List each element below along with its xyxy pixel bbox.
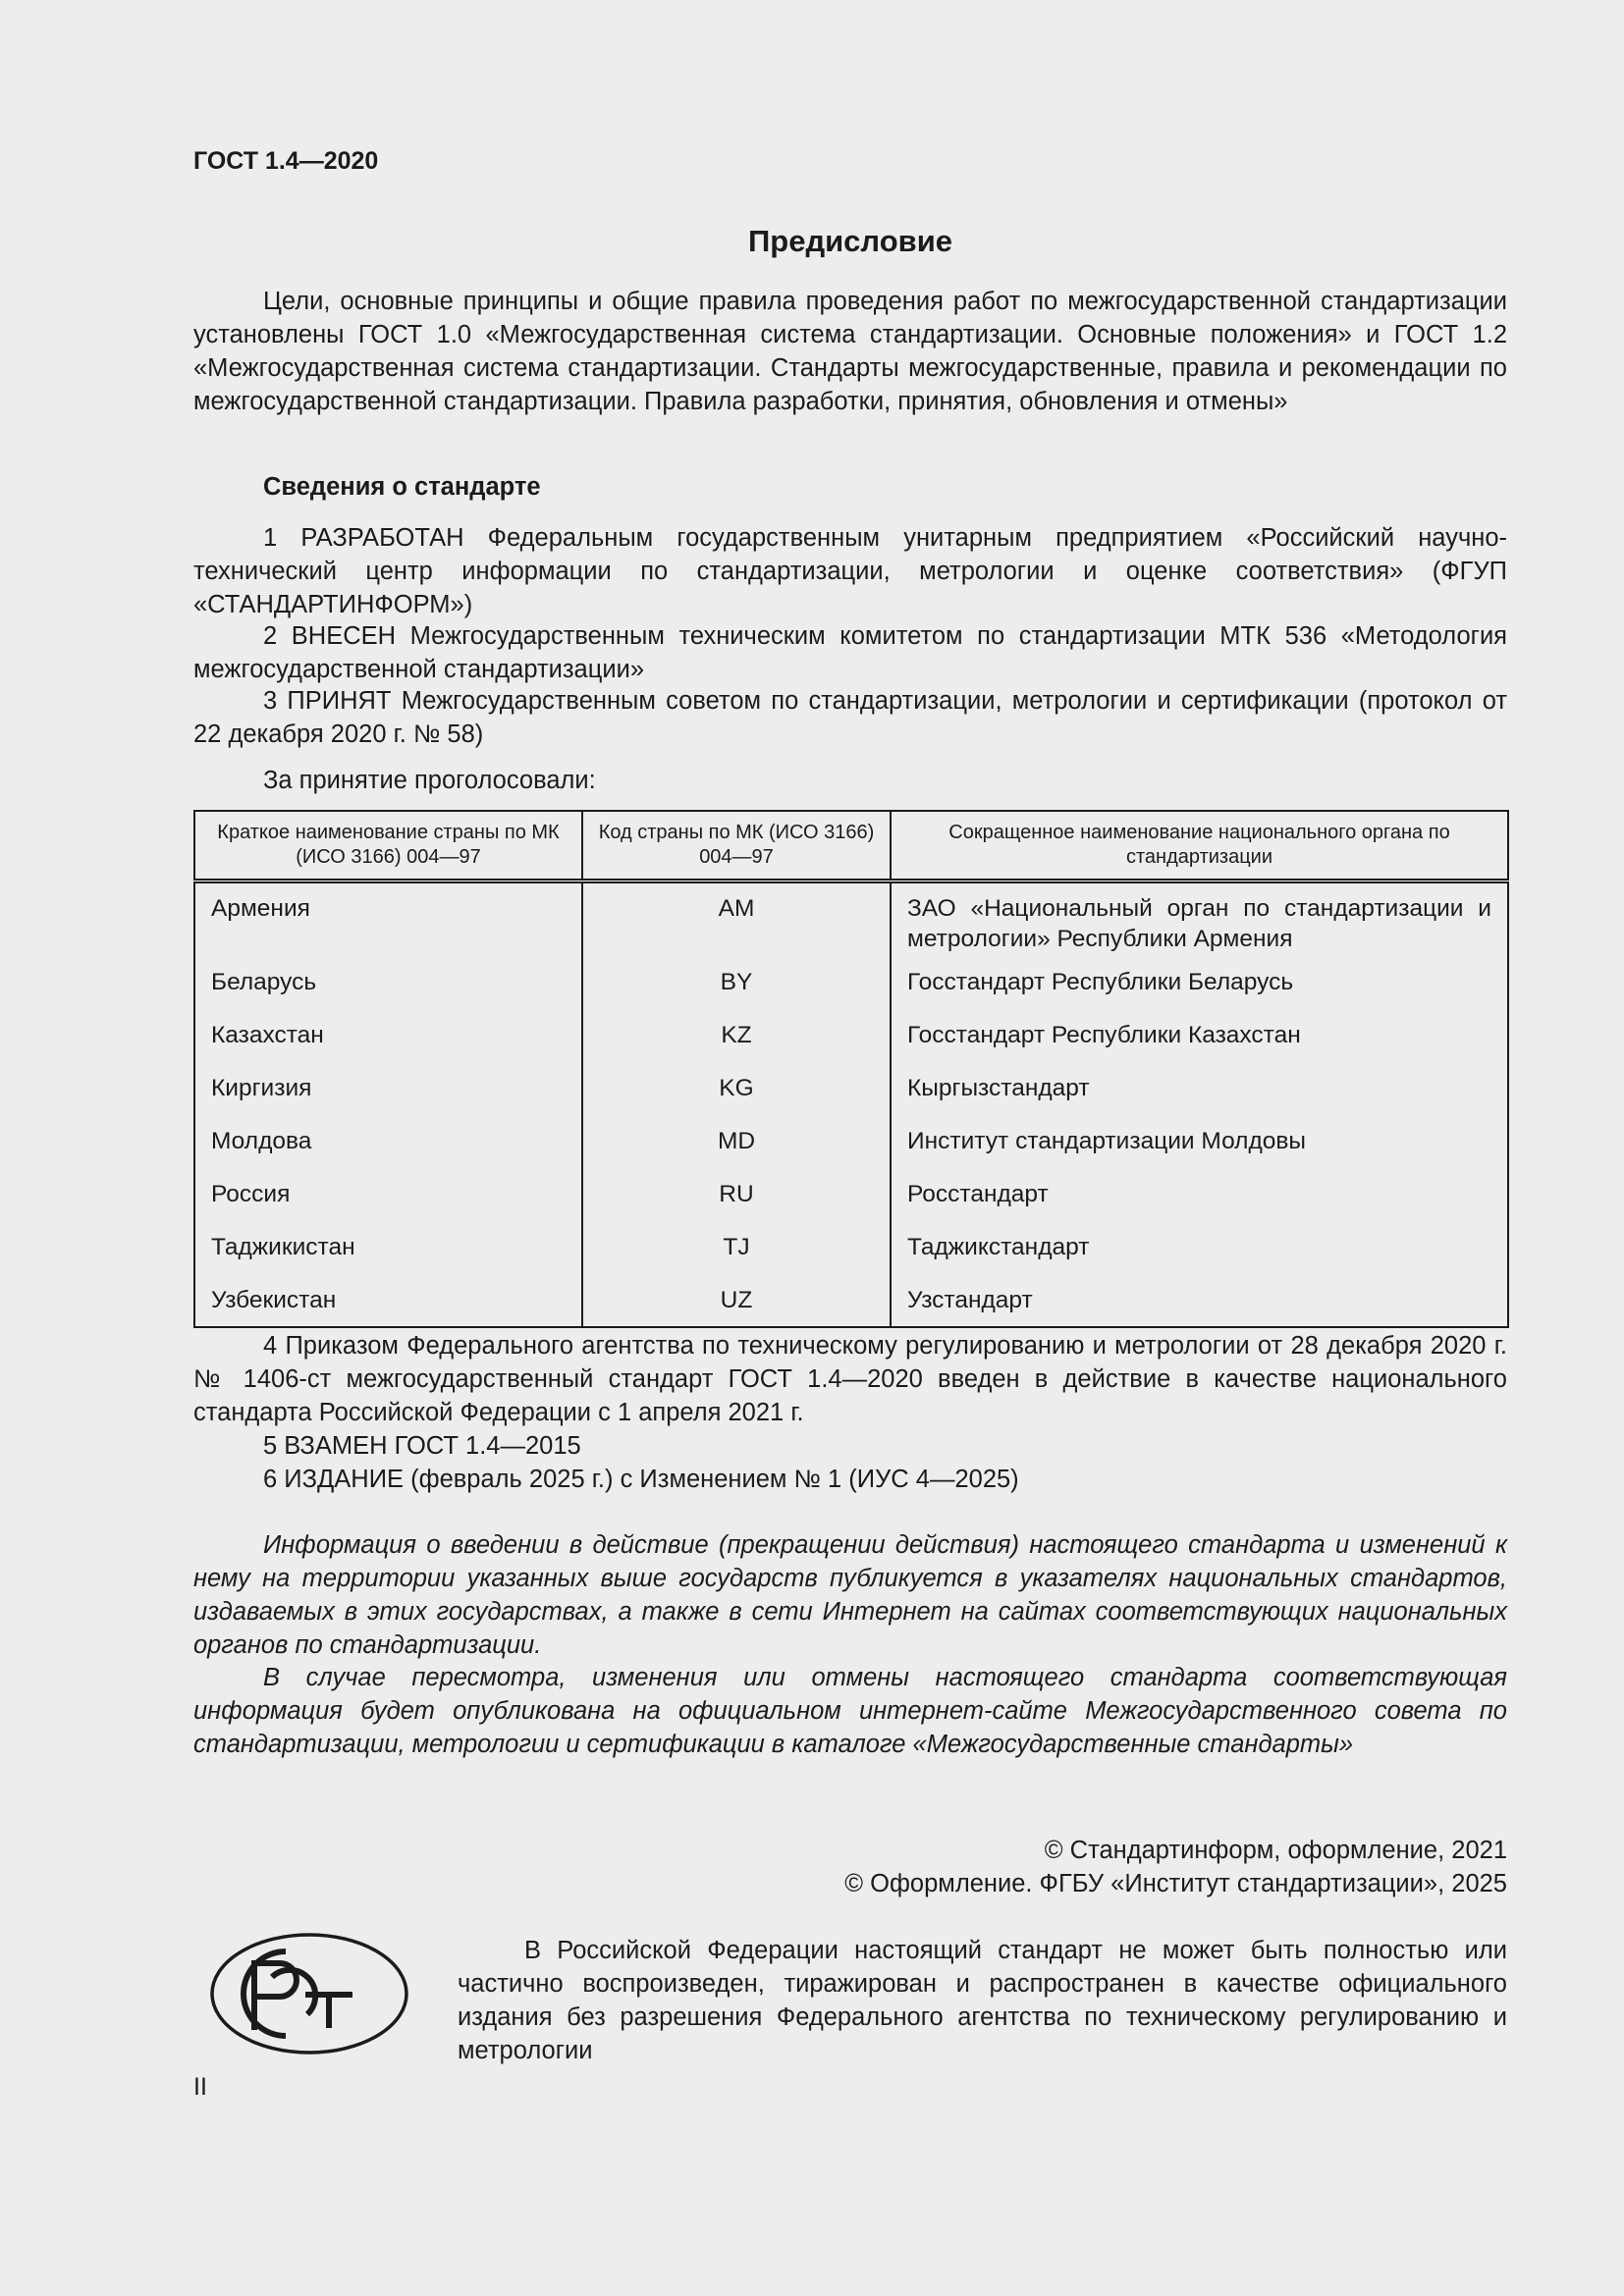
- table-row: [194, 1281, 1508, 1327]
- member-states-table: [193, 810, 1509, 1328]
- after-item-5: 5 ВЗАМЕН ГОСТ 1.4—2015: [263, 1432, 581, 1460]
- note-paragraph-2: В случае пересмотра, изменения или отмены настоящего стандарта соответствующая информация будет опубликована на официальном интернет-сайте Межгосударственного совета по стандартизации, метрологии и сертификации в каталоге «Межгосударственные стандарты»: [193, 1664, 1507, 1758]
- info-item-2: 2 ВНЕСЕН Межгосударственным техническим комитетом по стандартизации МТК 536 «Методология межгосударственной стандартизации»: [193, 622, 1507, 683]
- code-cell: AM: [582, 881, 891, 964]
- page-title: Предисловие: [747, 224, 952, 258]
- table-row: [194, 1122, 1508, 1175]
- code-cell: KZ: [582, 1016, 891, 1069]
- column-header-country: Краткое наименование страны по МК (ИСО 3166) 004—97: [194, 811, 582, 881]
- note-paragraph-1: Информация о введении в действие (прекращении действия) настоящего стандарта и изменений к нему на территории указанных выше государств публикуется в указателях национальных стандартов, издаваемых в этих государствах, а также в сети Интернет на сайтах соответствующих национальных органов по стандартизации.: [193, 1531, 1507, 1659]
- organization-cell: ЗАО «Национальный орган по стандартизации и метрологии» Республики Армения: [907, 895, 1491, 952]
- country-cell: Таджикистан: [194, 1228, 582, 1281]
- organization-cell: Узстандарт: [907, 1287, 1033, 1313]
- info-item-1: 1 РАЗРАБОТАН Федеральным государственным унитарным предприятием «Российский научно-технический центр информации по стандартизации, метрологии и оценке соответствия» (ФГУП «СТАНДАРТИНФОРМ»): [193, 524, 1507, 618]
- country-cell: Россия: [194, 1175, 582, 1228]
- organization-cell: Кыргызстандарт: [907, 1075, 1090, 1101]
- country-cell: Молдова: [194, 1122, 582, 1175]
- country-cell: Казахстан: [194, 1016, 582, 1069]
- code-cell: UZ: [582, 1281, 891, 1327]
- country-cell: Беларусь: [194, 963, 582, 1016]
- country-cell: Киргизия: [194, 1069, 582, 1122]
- country-cell: Узбекистан: [194, 1281, 582, 1327]
- table-header-row: [194, 811, 1508, 881]
- organization-cell: Таджикстандарт: [907, 1234, 1090, 1260]
- organization-cell: Институт стандартизации Молдовы: [907, 1128, 1307, 1154]
- voted-label: За принятие проголосовали:: [263, 767, 596, 794]
- info-item-3: 3 ПРИНЯТ Межгосударственным советом по стандартизации, метрологии и сертификации (протокол от 22 декабря 2020 г. № 58): [193, 687, 1507, 748]
- intro-paragraph: Цели, основные принципы и общие правила проведения работ по межгосударственной стандартизации установлены ГОСТ 1.0 «Межгосударственная система стандартизации. Основные положения» и ГОСТ 1.2 «Межгосударственная система стандартизации. Стандарты межгосударственные, правила и рекомендации по межгосударственной стандартизации. Правила разработки, принятия, обновления и отмены»: [193, 288, 1507, 415]
- copyright-notice: В Российской Федерации настоящий стандарт не может быть полностью или частично воспроизведен, тиражирован и распространен в качестве официального издания без разрешения Федерального агентства по техническому регулированию и метрологии: [458, 1937, 1507, 2064]
- table-row: [194, 1069, 1508, 1122]
- code-cell: TJ: [582, 1228, 891, 1281]
- code-cell: BY: [582, 963, 891, 1016]
- table-row: [194, 963, 1508, 1016]
- column-header-code: Код страны по МК (ИСО 3166) 004—97: [582, 811, 891, 881]
- column-header-organization: Сокращенное наименование национального органа по стандартизации: [891, 811, 1508, 881]
- pct-certification-logo-icon: [209, 1932, 409, 2056]
- table-row: [194, 1016, 1508, 1069]
- copyright-line-1: © Стандартинформ, оформление, 2021: [1044, 1837, 1507, 1864]
- organization-cell: Госстандарт Республики Беларусь: [907, 969, 1294, 995]
- organization-cell: Росстандарт: [907, 1181, 1049, 1207]
- code-cell: RU: [582, 1175, 891, 1228]
- code-cell: KG: [582, 1069, 891, 1122]
- table-row: [194, 1228, 1508, 1281]
- copyright-line-2: © Оформление. ФГБУ «Институт стандартизации», 2025: [844, 1870, 1507, 1897]
- info-heading: Сведения о стандарте: [263, 473, 541, 501]
- after-item-6: 6 ИЗДАНИЕ (февраль 2025 г.) с Изменением № 1 (ИУС 4—2025): [263, 1466, 1019, 1493]
- country-cell: Армения: [194, 881, 582, 964]
- table-row: [194, 881, 1508, 964]
- code-cell: MD: [582, 1122, 891, 1175]
- document-code: ГОСТ 1.4—2020: [193, 147, 379, 175]
- organization-cell: Госстандарт Республики Казахстан: [907, 1022, 1301, 1048]
- table-row: [194, 1175, 1508, 1228]
- page-number: II: [193, 2073, 207, 2101]
- after-item-4: 4 Приказом Федерального агентства по техническому регулированию и метрологии от 28 декабря 2020 г. № 1406-ст межгосударственный стандарт ГОСТ 1.4—2020 введен в действие в качестве национального стандарта Российской Федерации с 1 апреля 2021 г.: [193, 1332, 1507, 1426]
